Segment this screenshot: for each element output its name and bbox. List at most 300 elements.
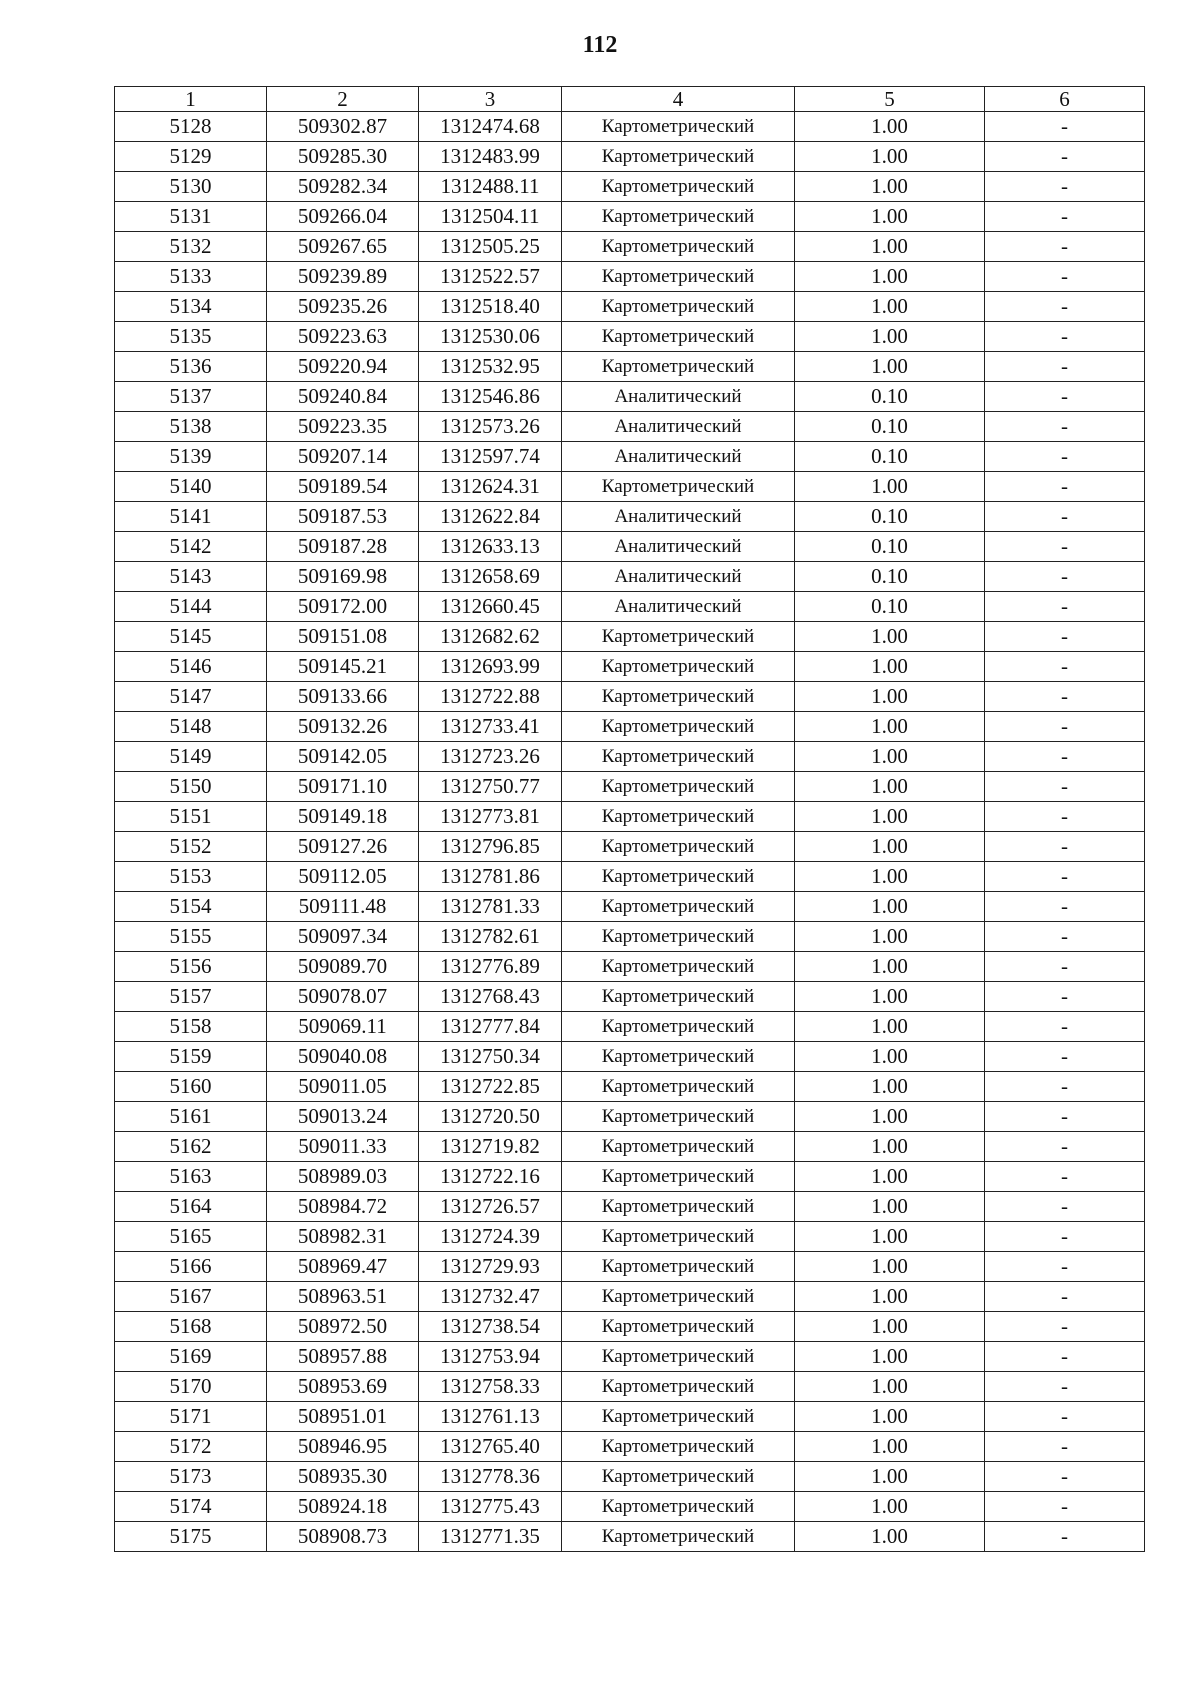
method-cell: Картометрический [562,1462,795,1492]
point-number-cell: 5157 [115,982,267,1012]
coordinate-x-cell: 509111.48 [267,892,419,922]
coordinate-x-cell: 509267.65 [267,232,419,262]
accuracy-cell: 1.00 [795,1402,985,1432]
coordinate-x-cell: 509223.35 [267,412,419,442]
coordinate-x-cell: 509172.00 [267,592,419,622]
method-cell: Картометрический [562,292,795,322]
table-row [115,712,1145,742]
accuracy-cell: 1.00 [795,982,985,1012]
point-number-cell: 5170 [115,1372,267,1402]
table-row [115,1372,1145,1402]
table-row [115,892,1145,922]
method-cell: Картометрический [562,1072,795,1102]
coordinate-y-cell: 1312773.81 [419,802,562,832]
note-cell: - [985,172,1145,202]
table-row [115,922,1145,952]
note-cell: - [985,1372,1145,1402]
method-cell: Картометрический [562,1012,795,1042]
point-number-cell: 5142 [115,532,267,562]
accuracy-cell: 0.10 [795,502,985,532]
accuracy-cell: 1.00 [795,172,985,202]
method-cell: Картометрический [562,742,795,772]
point-number-cell: 5147 [115,682,267,712]
table-row [115,1312,1145,1342]
point-number-cell: 5130 [115,172,267,202]
coordinate-y-cell: 1312732.47 [419,1282,562,1312]
note-cell: - [985,202,1145,232]
coordinate-y-cell: 1312776.89 [419,952,562,982]
coordinate-x-cell: 508946.95 [267,1432,419,1462]
table-row [115,142,1145,172]
method-cell: Картометрический [562,652,795,682]
point-number-cell: 5158 [115,1012,267,1042]
point-number-cell: 5150 [115,772,267,802]
note-cell: - [985,892,1145,922]
method-cell: Картометрический [562,1162,795,1192]
coordinate-y-cell: 1312724.39 [419,1222,562,1252]
table-row [115,1192,1145,1222]
coordinate-x-cell: 509302.87 [267,112,419,142]
method-cell: Картометрический [562,802,795,832]
table-row [115,862,1145,892]
point-number-cell: 5159 [115,1042,267,1072]
header-row [115,87,1145,112]
coordinate-y-cell: 1312505.25 [419,232,562,262]
method-cell: Картометрический [562,1522,795,1552]
coordinate-y-cell: 1312750.77 [419,772,562,802]
coordinate-y-cell: 1312753.94 [419,1342,562,1372]
coordinates-table [114,86,1145,1552]
note-cell: - [985,862,1145,892]
point-number-cell: 5152 [115,832,267,862]
note-cell: - [985,532,1145,562]
note-cell: - [985,1222,1145,1252]
coordinate-x-cell: 509132.26 [267,712,419,742]
method-cell: Картометрический [562,712,795,742]
accuracy-cell: 1.00 [795,1132,985,1162]
note-cell: - [985,1132,1145,1162]
accuracy-cell: 1.00 [795,832,985,862]
accuracy-cell: 0.10 [795,382,985,412]
table-row [115,802,1145,832]
accuracy-cell: 1.00 [795,772,985,802]
method-cell: Картометрический [562,322,795,352]
note-cell: - [985,1252,1145,1282]
point-number-cell: 5155 [115,922,267,952]
note-cell: - [985,1432,1145,1462]
coordinate-x-cell: 508957.88 [267,1342,419,1372]
table-row [115,172,1145,202]
point-number-cell: 5164 [115,1192,267,1222]
method-cell: Аналитический [562,562,795,592]
table-row [115,772,1145,802]
table-row [115,112,1145,142]
coordinate-y-cell: 1312771.35 [419,1522,562,1552]
note-cell: - [985,1162,1145,1192]
point-number-cell: 5173 [115,1462,267,1492]
point-number-cell: 5133 [115,262,267,292]
table-body [115,112,1145,1552]
table-header [115,87,1145,112]
table-row [115,562,1145,592]
method-cell: Картометрический [562,352,795,382]
point-number-cell: 5136 [115,352,267,382]
point-number-cell: 5145 [115,622,267,652]
note-cell: - [985,1192,1145,1222]
accuracy-cell: 1.00 [795,1192,985,1222]
coordinate-y-cell: 1312522.57 [419,262,562,292]
accuracy-cell: 1.00 [795,742,985,772]
table-row [115,952,1145,982]
coordinate-y-cell: 1312778.36 [419,1462,562,1492]
method-cell: Картометрический [562,1042,795,1072]
note-cell: - [985,1522,1145,1552]
coordinate-y-cell: 1312722.88 [419,682,562,712]
point-number-cell: 5154 [115,892,267,922]
coordinate-x-cell: 509133.66 [267,682,419,712]
table-row [115,592,1145,622]
coordinate-y-cell: 1312530.06 [419,322,562,352]
point-number-cell: 5134 [115,292,267,322]
table-row [115,682,1145,712]
coordinate-y-cell: 1312504.11 [419,202,562,232]
note-cell: - [985,1462,1145,1492]
point-number-cell: 5139 [115,442,267,472]
coordinate-x-cell: 509145.21 [267,652,419,682]
note-cell: - [985,412,1145,442]
point-number-cell: 5166 [115,1252,267,1282]
coordinate-y-cell: 1312758.33 [419,1372,562,1402]
note-cell: - [985,1102,1145,1132]
accuracy-cell: 1.00 [795,1282,985,1312]
coordinate-y-cell: 1312765.40 [419,1432,562,1462]
method-cell: Картометрический [562,1132,795,1162]
method-cell: Аналитический [562,532,795,562]
column-header-4: 4 [562,87,795,112]
coordinate-y-cell: 1312474.68 [419,112,562,142]
coordinate-x-cell: 509078.07 [267,982,419,1012]
accuracy-cell: 0.10 [795,442,985,472]
coordinate-y-cell: 1312722.16 [419,1162,562,1192]
accuracy-cell: 1.00 [795,652,985,682]
point-number-cell: 5167 [115,1282,267,1312]
coordinate-x-cell: 508963.51 [267,1282,419,1312]
accuracy-cell: 1.00 [795,322,985,352]
coordinate-x-cell: 509266.04 [267,202,419,232]
coordinate-y-cell: 1312775.43 [419,1492,562,1522]
note-cell: - [985,952,1145,982]
accuracy-cell: 1.00 [795,1102,985,1132]
point-number-cell: 5175 [115,1522,267,1552]
coordinate-x-cell: 509112.05 [267,862,419,892]
coordinate-x-cell: 509285.30 [267,142,419,172]
accuracy-cell: 1.00 [795,1252,985,1282]
coordinate-x-cell: 509187.53 [267,502,419,532]
note-cell: - [985,232,1145,262]
note-cell: - [985,1042,1145,1072]
accuracy-cell: 1.00 [795,1492,985,1522]
note-cell: - [985,352,1145,382]
table-row [115,1282,1145,1312]
coordinate-y-cell: 1312633.13 [419,532,562,562]
accuracy-cell: 1.00 [795,1342,985,1372]
page-number: 112 [582,32,618,58]
note-cell: - [985,322,1145,352]
accuracy-cell: 1.00 [795,922,985,952]
method-cell: Картометрический [562,1492,795,1522]
coordinate-x-cell: 508935.30 [267,1462,419,1492]
coordinate-x-cell: 509189.54 [267,472,419,502]
table-row [115,1432,1145,1462]
point-number-cell: 5172 [115,1432,267,1462]
method-cell: Картометрический [562,1102,795,1132]
coordinate-y-cell: 1312761.13 [419,1402,562,1432]
method-cell: Картометрический [562,1402,795,1432]
note-cell: - [985,712,1145,742]
coordinate-x-cell: 509223.63 [267,322,419,352]
point-number-cell: 5168 [115,1312,267,1342]
accuracy-cell: 0.10 [795,562,985,592]
note-cell: - [985,772,1145,802]
column-header-6: 6 [985,87,1145,112]
point-number-cell: 5161 [115,1102,267,1132]
coordinate-y-cell: 1312729.93 [419,1252,562,1282]
column-header-5: 5 [795,87,985,112]
method-cell: Картометрический [562,832,795,862]
method-cell: Картометрический [562,1282,795,1312]
point-number-cell: 5162 [115,1132,267,1162]
coordinate-y-cell: 1312624.31 [419,472,562,502]
point-number-cell: 5135 [115,322,267,352]
accuracy-cell: 1.00 [795,112,985,142]
coordinate-y-cell: 1312693.99 [419,652,562,682]
table-row [115,1072,1145,1102]
point-number-cell: 5156 [115,952,267,982]
point-number-cell: 5169 [115,1342,267,1372]
point-number-cell: 5131 [115,202,267,232]
coordinate-y-cell: 1312720.50 [419,1102,562,1132]
method-cell: Картометрический [562,772,795,802]
column-header-2: 2 [267,87,419,112]
method-cell: Картометрический [562,922,795,952]
note-cell: - [985,922,1145,952]
point-number-cell: 5148 [115,712,267,742]
table-row [115,1492,1145,1522]
method-cell: Картометрический [562,142,795,172]
accuracy-cell: 1.00 [795,802,985,832]
method-cell: Аналитический [562,592,795,622]
coordinate-x-cell: 509187.28 [267,532,419,562]
accuracy-cell: 1.00 [795,952,985,982]
note-cell: - [985,742,1145,772]
table-row [115,412,1145,442]
coordinate-x-cell: 509069.11 [267,1012,419,1042]
point-number-cell: 5140 [115,472,267,502]
note-cell: - [985,832,1145,862]
note-cell: - [985,1492,1145,1522]
table-row [115,1252,1145,1282]
point-number-cell: 5137 [115,382,267,412]
method-cell: Картометрический [562,1372,795,1402]
coordinate-y-cell: 1312738.54 [419,1312,562,1342]
coordinate-y-cell: 1312781.86 [419,862,562,892]
coordinate-y-cell: 1312782.61 [419,922,562,952]
coordinate-x-cell: 509013.24 [267,1102,419,1132]
table-row [115,322,1145,352]
method-cell: Картометрический [562,232,795,262]
point-number-cell: 5174 [115,1492,267,1522]
coordinate-x-cell: 509151.08 [267,622,419,652]
note-cell: - [985,622,1145,652]
coordinate-y-cell: 1312488.11 [419,172,562,202]
point-number-cell: 5144 [115,592,267,622]
accuracy-cell: 1.00 [795,352,985,382]
coordinate-y-cell: 1312777.84 [419,1012,562,1042]
note-cell: - [985,112,1145,142]
point-number-cell: 5165 [115,1222,267,1252]
table-row [115,652,1145,682]
method-cell: Картометрический [562,172,795,202]
accuracy-cell: 1.00 [795,292,985,322]
method-cell: Картометрический [562,982,795,1012]
accuracy-cell: 1.00 [795,142,985,172]
note-cell: - [985,1072,1145,1102]
accuracy-cell: 1.00 [795,1372,985,1402]
coordinate-x-cell: 509011.33 [267,1132,419,1162]
note-cell: - [985,502,1145,532]
table-row [115,1222,1145,1252]
note-cell: - [985,1402,1145,1432]
coordinate-y-cell: 1312768.43 [419,982,562,1012]
method-cell: Картометрический [562,892,795,922]
note-cell: - [985,262,1145,292]
method-cell: Аналитический [562,442,795,472]
accuracy-cell: 1.00 [795,202,985,232]
table-row [115,502,1145,532]
method-cell: Картометрический [562,1252,795,1282]
table-row [115,622,1145,652]
table-row [115,1102,1145,1132]
table-row [115,1402,1145,1432]
method-cell: Картометрический [562,622,795,652]
point-number-cell: 5128 [115,112,267,142]
table-row [115,202,1145,232]
coordinate-y-cell: 1312597.74 [419,442,562,472]
accuracy-cell: 1.00 [795,1432,985,1462]
point-number-cell: 5143 [115,562,267,592]
point-number-cell: 5129 [115,142,267,172]
accuracy-cell: 1.00 [795,682,985,712]
coordinate-x-cell: 508972.50 [267,1312,419,1342]
coordinate-y-cell: 1312723.26 [419,742,562,772]
method-cell: Картометрический [562,112,795,142]
method-cell: Картометрический [562,862,795,892]
coordinate-y-cell: 1312719.82 [419,1132,562,1162]
point-number-cell: 5171 [115,1402,267,1432]
table-row [115,472,1145,502]
note-cell: - [985,1312,1145,1342]
accuracy-cell: 1.00 [795,1072,985,1102]
coordinate-x-cell: 509127.26 [267,832,419,862]
accuracy-cell: 1.00 [795,1222,985,1252]
coordinate-y-cell: 1312796.85 [419,832,562,862]
coordinate-y-cell: 1312660.45 [419,592,562,622]
point-number-cell: 5149 [115,742,267,772]
note-cell: - [985,292,1145,322]
coordinate-x-cell: 509235.26 [267,292,419,322]
coordinate-y-cell: 1312733.41 [419,712,562,742]
coordinate-y-cell: 1312546.86 [419,382,562,412]
coordinate-y-cell: 1312682.62 [419,622,562,652]
coordinate-x-cell: 508924.18 [267,1492,419,1522]
accuracy-cell: 1.00 [795,892,985,922]
point-number-cell: 5160 [115,1072,267,1102]
note-cell: - [985,802,1145,832]
coordinate-y-cell: 1312722.85 [419,1072,562,1102]
column-header-1: 1 [115,87,267,112]
coordinate-x-cell: 509207.14 [267,442,419,472]
accuracy-cell: 1.00 [795,862,985,892]
coordinate-y-cell: 1312622.84 [419,502,562,532]
table-row [115,1342,1145,1372]
table-row [115,982,1145,1012]
table-row [115,832,1145,862]
coordinate-x-cell: 509220.94 [267,352,419,382]
accuracy-cell: 1.00 [795,1042,985,1072]
note-cell: - [985,592,1145,622]
table-row [115,742,1145,772]
table-row [115,1462,1145,1492]
note-cell: - [985,982,1145,1012]
column-header-3: 3 [419,87,562,112]
note-cell: - [985,142,1145,172]
coordinate-x-cell: 509169.98 [267,562,419,592]
point-number-cell: 5163 [115,1162,267,1192]
method-cell: Аналитический [562,412,795,442]
table-row [115,1132,1145,1162]
coordinate-y-cell: 1312781.33 [419,892,562,922]
coordinate-x-cell: 509142.05 [267,742,419,772]
coordinate-x-cell: 508984.72 [267,1192,419,1222]
table-row [115,442,1145,472]
method-cell: Картометрический [562,202,795,232]
table-row [115,1522,1145,1552]
coordinate-x-cell: 509282.34 [267,172,419,202]
method-cell: Картометрический [562,682,795,712]
table-row [115,262,1145,292]
accuracy-cell: 1.00 [795,712,985,742]
accuracy-cell: 0.10 [795,592,985,622]
method-cell: Картометрический [562,1342,795,1372]
method-cell: Картометрический [562,1222,795,1252]
coordinate-x-cell: 508908.73 [267,1522,419,1552]
note-cell: - [985,652,1145,682]
accuracy-cell: 1.00 [795,232,985,262]
coordinate-y-cell: 1312658.69 [419,562,562,592]
coordinate-y-cell: 1312518.40 [419,292,562,322]
accuracy-cell: 1.00 [795,472,985,502]
table-row [115,532,1145,562]
coordinate-y-cell: 1312573.26 [419,412,562,442]
coordinate-y-cell: 1312750.34 [419,1042,562,1072]
note-cell: - [985,382,1145,412]
coordinate-x-cell: 509240.84 [267,382,419,412]
method-cell: Картометрический [562,952,795,982]
coordinate-x-cell: 509149.18 [267,802,419,832]
coordinate-x-cell: 509171.10 [267,772,419,802]
accuracy-cell: 1.00 [795,1012,985,1042]
point-number-cell: 5132 [115,232,267,262]
